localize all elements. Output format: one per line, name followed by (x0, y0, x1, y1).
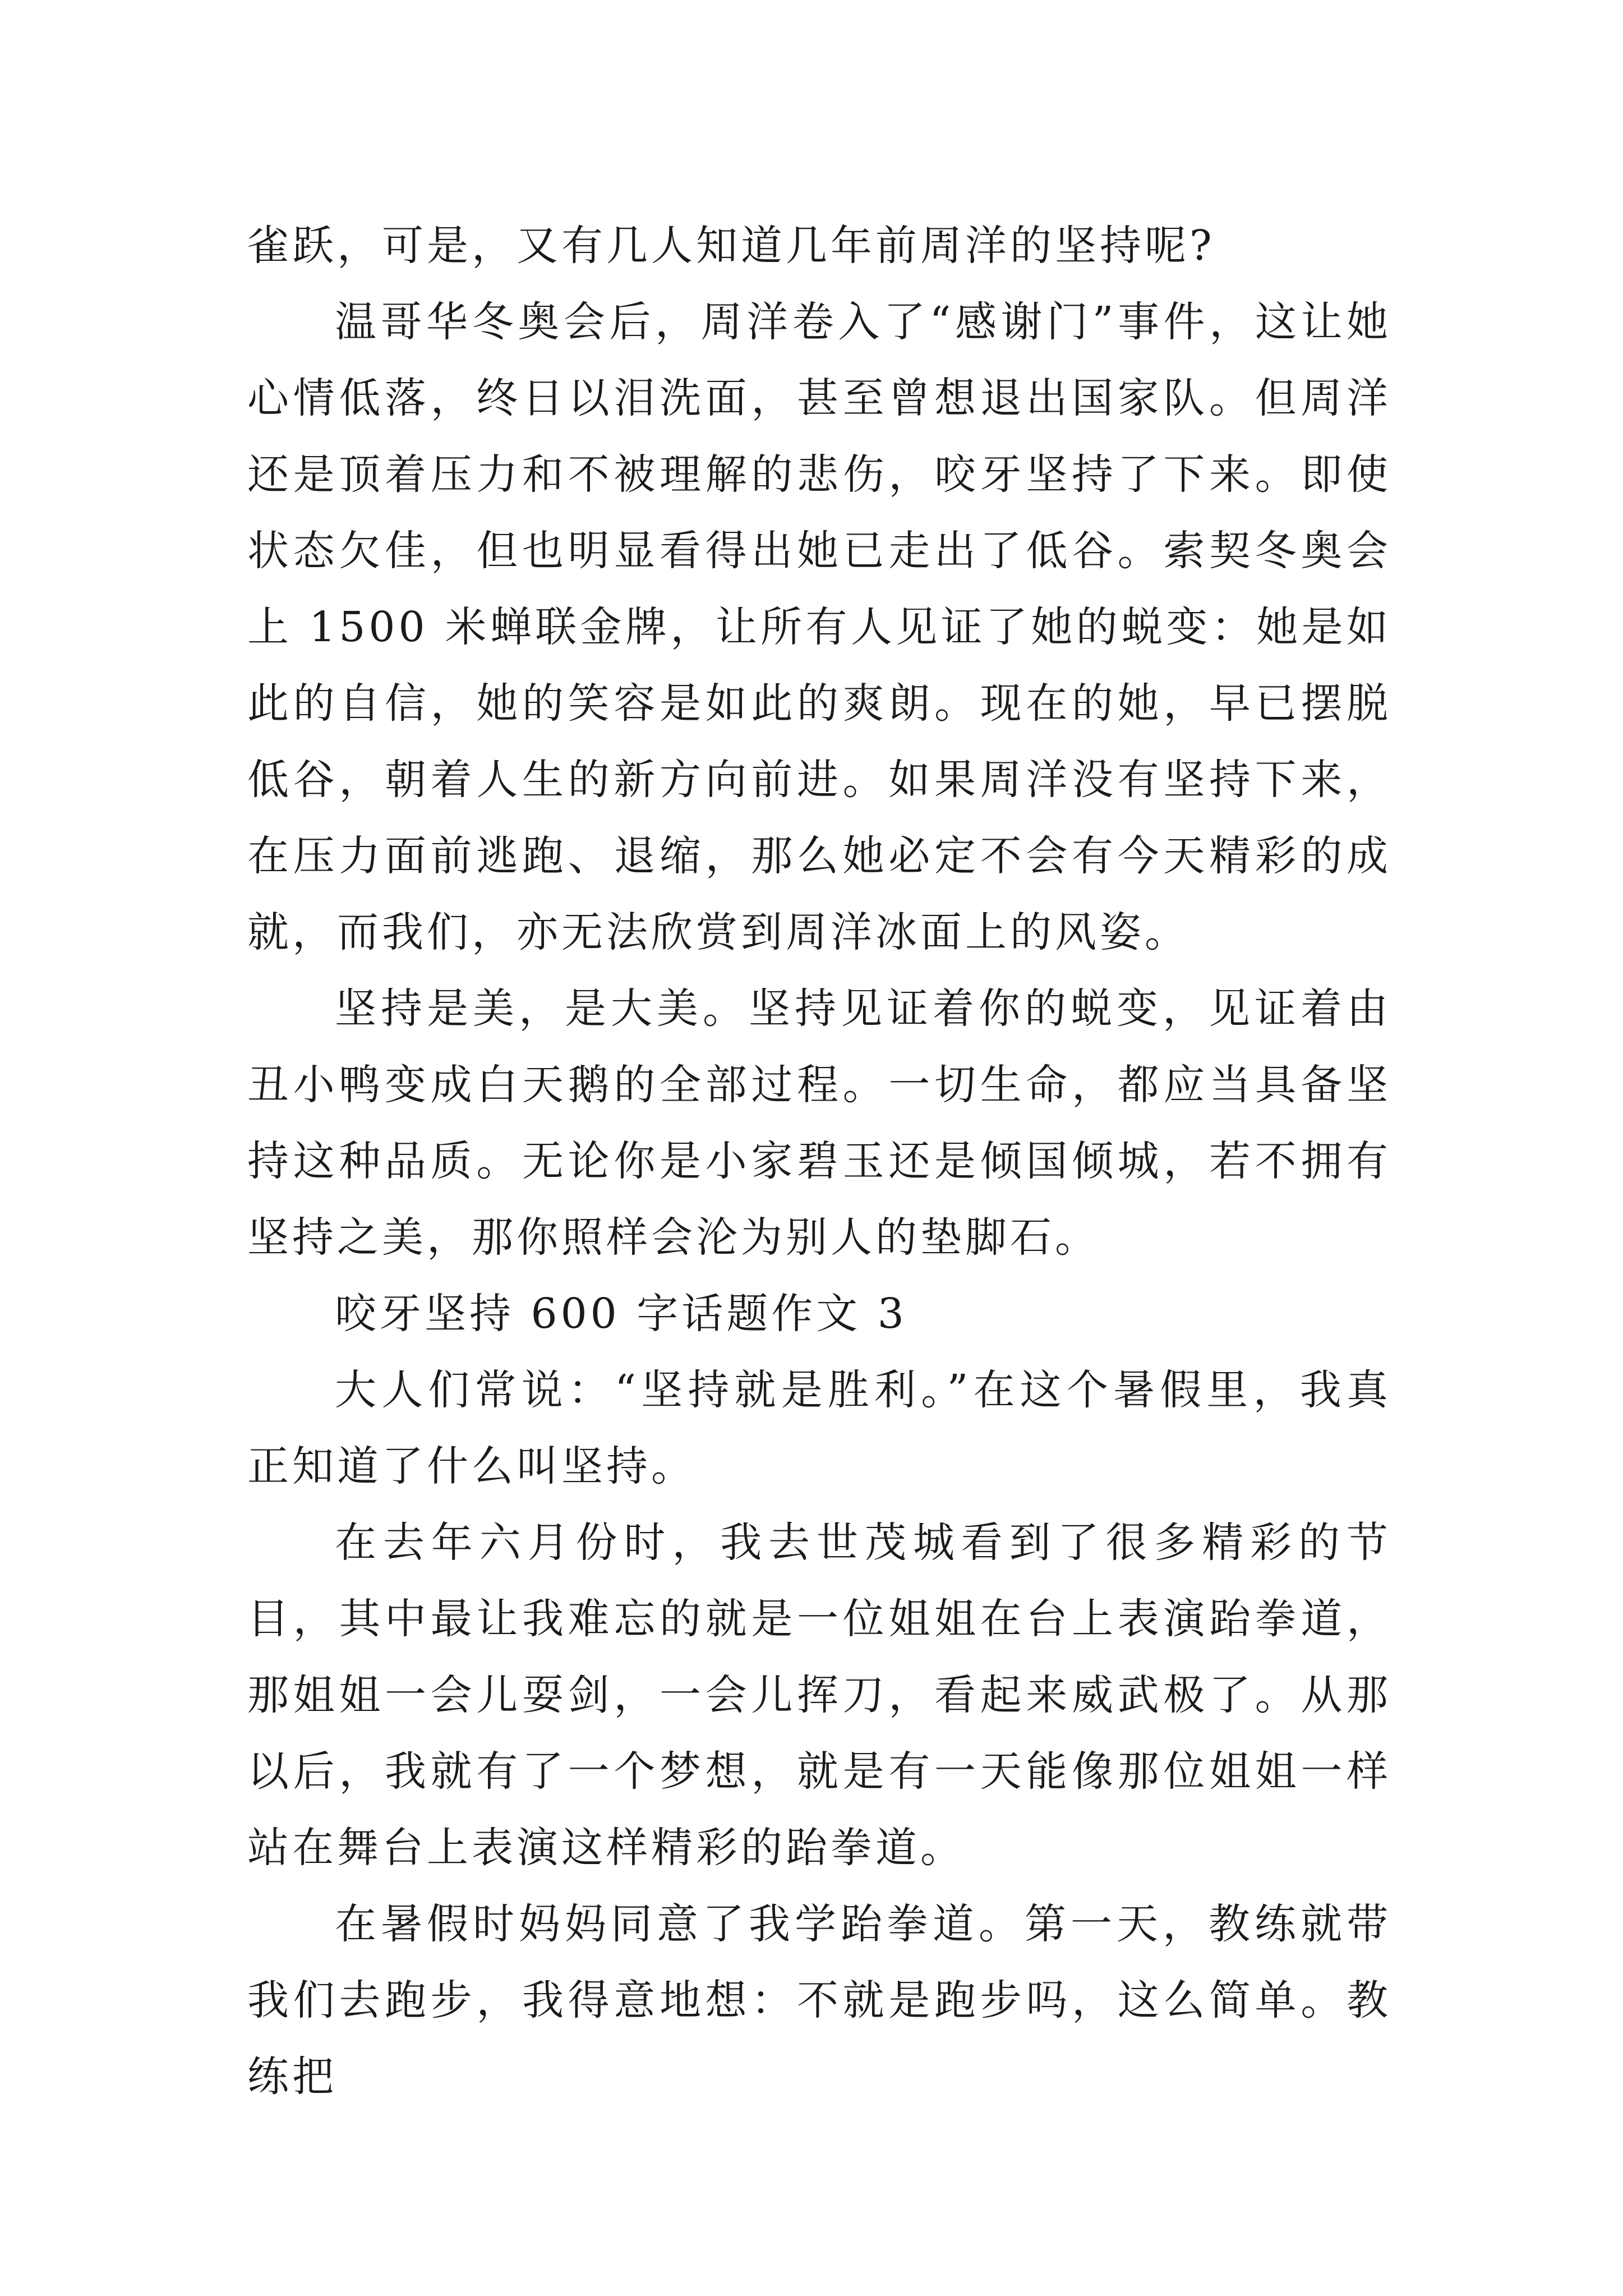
paragraph-5: 在去年六月份时，我去世茂城看到了很多精彩的节目，其中最让我难忘的就是一位姐姐在台上表演跆拳道，那姐姐一会儿耍剑，一会儿挥刀，看起来威武极了。从那以后，我就有了一个梦想，就是有一天能像那位姐姐一样站在舞台上表演这样精彩的跆拳道。 (247, 1519, 1391, 1872)
paragraph-2: 温哥华冬奥会后，周洋卷入了“感谢门”事件，这让她心情低落，终日以泪洗面，甚至曾想退出国家队。但周洋还是顶着压力和不被理解的悲伤，咬牙坚持了下来。即使状态欠佳，但也明显看得出她已走出了低谷。索契冬奥会上 1500 米蝉联金牌，让所有人见证了她的蜕变：她是如此的自信，她的笑容是如此的爽朗。现在的她，早已摆脱低谷，朝着人生的新方向前进。如果周洋没有坚持下来，在压力面前逃跑、退缩，那么她必定不会有今天精彩的成就，而我们，亦无法欣赏到周洋冰面上的风姿。 (247, 298, 1391, 956)
paragraph-6: 在暑假时妈妈同意了我学跆拳道。第一天，教练就带我们去跑步，我得意地想：不就是跑步吗，这么简单。教练把 (247, 1900, 1391, 2101)
document-body (247, 208, 1391, 2115)
paragraph-4: 大人们常说：“坚持就是胜利。”在这个暑假里，我真正知道了什么叫坚持。 (247, 1366, 1391, 1490)
paragraph-3: 坚持是美，是大美。坚持见证着你的蜕变，见证着由丑小鸭变成白天鹅的全部过程。一切生命，都应当具备坚持这种品质。无论你是小家碧玉还是倾国倾城，若不拥有坚持之美，那你照样会沦为别人的垫脚石。 (247, 984, 1391, 1262)
paragraph-1: 雀跃，可是，又有几人知道几年前周洋的坚持呢? (247, 222, 1215, 270)
section-heading: 咬牙坚持 600 字话题作文 3 (335, 1290, 907, 1338)
